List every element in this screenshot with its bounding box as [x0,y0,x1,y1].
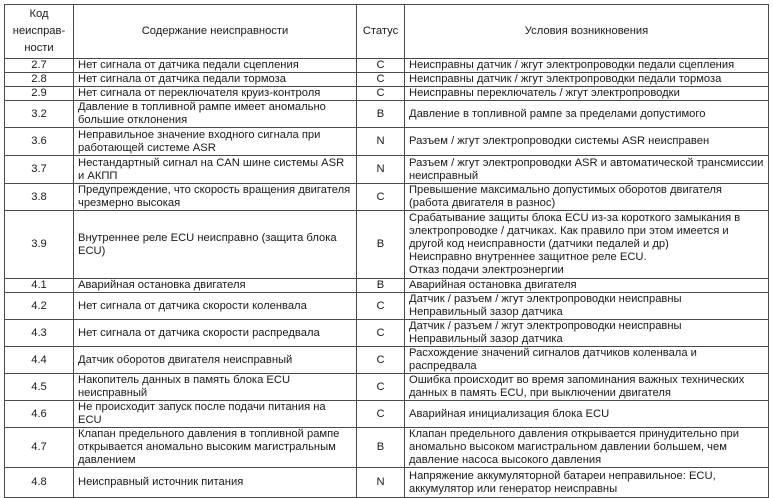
table-body [5,59,769,498]
fault-description: Не происходит запуск после подачи питания на ECU [74,401,357,428]
condition-line: Клапан предельного давления открывается принудительно при аномально высоком магистральном давлении большем, чем давление насоса высокого давления [409,428,740,466]
fault-code: 2.7 [5,59,74,73]
fault-conditions [405,73,769,87]
fault-conditions [405,320,769,347]
fault-status: C [357,401,405,428]
fault-code: 4.4 [5,347,74,374]
fault-code: 4.3 [5,320,74,347]
condition-line: Датчик / разъем / жгут электропроводки неисправны [409,320,682,332]
header-status: Статус [357,5,405,59]
fault-description: Нет сигнала от переключателя круиз-контроля [74,87,357,101]
table-row [5,101,769,128]
fault-conditions [405,59,769,73]
fault-code: 3.9 [5,211,74,279]
fault-status: C [357,87,405,101]
fault-code: 4.1 [5,279,74,293]
condition-line: Расхождение значений сигналов датчиков коленвала и распредвала [409,347,697,372]
fault-description: Клапан предельного давления в топливной рампе открывается аномально высоким магистральным давлением [74,428,357,468]
table-row [5,211,769,279]
table-row [5,59,769,73]
fault-description: Давление в топливной рампе имеет аномально большие отклонения [74,101,357,128]
fault-conditions [405,87,769,101]
condition-line: Неправильный зазор датчика [409,306,563,318]
header-description: Содержание неисправности [74,5,357,59]
fault-code: 4.6 [5,401,74,428]
header-code-line: неисправ- [12,25,66,37]
fault-code: 3.7 [5,156,74,184]
fault-conditions [405,184,769,211]
table-row [5,184,769,211]
table-row [5,128,769,156]
fault-conditions [405,128,769,156]
fault-conditions [405,468,769,498]
fault-status: C [357,293,405,320]
fault-status: N [357,468,405,498]
table-row [5,293,769,320]
table-row [5,279,769,293]
header-code-line: ности [24,42,54,54]
header-conditions: Условия возникновения [405,5,769,59]
table-row [5,73,769,87]
fault-code: 3.6 [5,128,74,156]
fault-status: C [357,347,405,374]
condition-line: Неправильный зазор датчика [409,333,563,345]
condition-line: Аварийная остановка двигателя [409,279,577,291]
table-row [5,156,769,184]
condition-line: Неисправны переключатель / жгут электропроводки [409,87,680,99]
condition-line: Отказ подачи электроэнергии [409,264,564,276]
fault-code: 4.7 [5,428,74,468]
fault-conditions [405,401,769,428]
fault-status: C [357,320,405,347]
fault-code-table [4,4,769,498]
fault-status: N [357,128,405,156]
condition-line: Разъем / жгут электропроводки ASR и автоматической трансмиссии неисправный [409,156,764,182]
fault-status: N [357,156,405,184]
header-code-line: Код [29,8,49,20]
table-row [5,347,769,374]
table-row [5,374,769,401]
table-row [5,428,769,468]
condition-line: Разъем / жгут электропроводки системы ASR неисправен [409,135,710,147]
fault-status: B [357,279,405,293]
condition-line: Давление в топливной рампе за пределами допустимого [409,107,706,120]
fault-status: B [357,428,405,468]
fault-code: 3.2 [5,101,74,128]
fault-code: 4.2 [5,293,74,320]
fault-description: Аварийная остановка двигателя [74,279,357,293]
fault-code: 3.8 [5,184,74,211]
fault-status: C [357,184,405,211]
condition-line: Неисправны датчик / жгут электропроводки педали тормоза [409,73,722,85]
condition-line: Напряжение аккумуляторной батареи неправильное: ECU, аккумулятор или генератор неисправны [409,469,716,495]
fault-description: Нет сигнала от датчика педали сцепления [74,59,357,73]
fault-description: Нет сигнала от датчика скорости распредвала [74,320,357,347]
fault-conditions [405,156,769,184]
fault-conditions [405,347,769,374]
fault-description: Датчик оборотов двигателя неисправный [74,347,357,374]
condition-line: Ошибка происходит во время запоминания важных технических данных в память ECU, при выключении двигателя [409,374,745,399]
fault-status: C [357,73,405,87]
condition-line: Превышение максимально допустимых оборотов двигателя (работа двигателя в разнос) [409,184,722,209]
fault-description: Неправильное значение входного сигнала при работающей системе ASR [74,128,357,156]
fault-status: C [357,59,405,73]
fault-status: B [357,101,405,128]
condition-line: Срабатывание защиты блока ECU из-за короткого замыкания в электропроводке / датчиках. Как правило при этом имеется и другой код неисправности (датчики педалей и др) [409,212,741,250]
condition-line: Датчик / разъем / жгут электропроводки неисправны [409,293,682,305]
header-code [5,5,74,59]
fault-code: 4.8 [5,468,74,498]
fault-status: B [357,211,405,279]
table-row [5,87,769,101]
fault-conditions [405,211,769,279]
condition-line: Неисправны датчик / жгут электропроводки педали сцепления [409,59,735,71]
fault-description: Нет сигнала от датчика скорости коленвала [74,293,357,320]
fault-description: Нестандартный сигнал на CAN шине системы ASR и АКПП [74,156,357,184]
fault-conditions [405,101,769,128]
table-row [5,320,769,347]
fault-status: C [357,374,405,401]
table-row [5,401,769,428]
condition-line: Аварийная инициализация блока ECU [409,407,610,420]
fault-conditions [405,428,769,468]
fault-conditions [405,279,769,293]
table-row [5,468,769,498]
table-header-row [5,5,769,59]
fault-code: 4.5 [5,374,74,401]
condition-line: Неисправно внутреннее защитное реле ECU. [409,251,647,263]
fault-description: Нет сигнала от датчика педали тормоза [74,73,357,87]
fault-conditions [405,374,769,401]
fault-description: Внутреннее реле ECU неисправно (защита блока ECU) [74,211,357,279]
fault-conditions [405,293,769,320]
fault-description: Предупреждение, что скорость вращения двигателя чрезмерно высокая [74,184,357,211]
fault-code: 2.8 [5,73,74,87]
fault-description: Неисправный источник питания [74,468,357,498]
fault-code: 2.9 [5,87,74,101]
fault-description: Накопитель данных в память блока ECU неисправный [74,374,357,401]
